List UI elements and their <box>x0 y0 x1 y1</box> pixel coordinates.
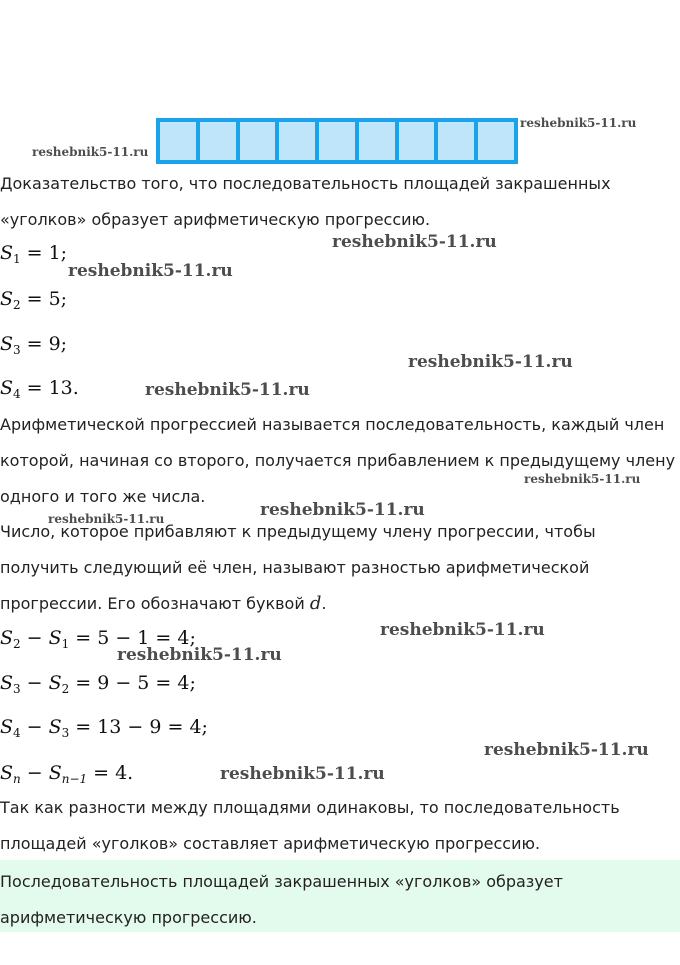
figure-cell <box>399 122 435 160</box>
difference-equation: $S_n - S_{n-1} = 4$. <box>0 762 134 786</box>
area-equation: $S_1 = 1$; <box>0 242 68 266</box>
difference-line: прогрессии. Его обозначают буквой d. <box>0 593 327 614</box>
difference-equation: $S_4 - S_3 = 13 - 9 = 4$; <box>0 716 208 740</box>
watermark: reshebnik5-11.ru <box>484 740 649 760</box>
watermark: reshebnik5-11.ru <box>32 145 149 159</box>
area-equation: $S_2 = 5$; <box>0 288 68 312</box>
watermark: reshebnik5-11.ru <box>332 232 497 252</box>
watermark: reshebnik5-11.ru <box>380 620 545 640</box>
watermark: reshebnik5-11.ru <box>145 380 310 400</box>
figure-cell <box>359 122 395 160</box>
intro-line: «уголков» образует арифметическую прогрессию. <box>0 210 431 229</box>
area-equation: $S_4 = 13$. <box>0 377 79 401</box>
watermark: reshebnik5-11.ru <box>260 500 425 520</box>
watermark: reshebnik5-11.ru <box>117 645 282 665</box>
definition-line: которой, начиная со второго, получается прибавлением к предыдущему члену <box>0 451 676 470</box>
watermark: reshebnik5-11.ru <box>48 512 165 526</box>
watermark: reshebnik5-11.ru <box>408 352 573 372</box>
conclusion-line: Так как разности между площадями одинаковы, то последовательность <box>0 798 620 817</box>
figure-cell <box>279 122 315 160</box>
figure-cell <box>438 122 474 160</box>
difference-line: Число, которое прибавляют к предыдущему члену прогрессии, чтобы <box>0 522 596 541</box>
intro-line: Доказательство того, что последовательность площадей закрашенных <box>0 174 611 193</box>
conclusion-line: площадей «уголков» составляет арифметическую прогрессию. <box>0 834 541 853</box>
definition-line: Арифметической прогрессией называется последовательность, каждый член <box>0 415 665 434</box>
difference-equation: $S_2 - S_1 = 5 - 1 = 4$; <box>0 627 196 651</box>
answer-line: арифметическую прогрессию. <box>0 908 257 927</box>
difference-line: получить следующий её член, называют разностью арифметической <box>0 558 590 577</box>
difference-symbol: d <box>309 593 322 614</box>
figure-cell <box>160 122 196 160</box>
watermark: reshebnik5-11.ru <box>68 261 233 281</box>
figure-cell <box>319 122 355 160</box>
watermark: reshebnik5-11.ru <box>220 764 385 784</box>
figure-cell <box>200 122 236 160</box>
watermark: reshebnik5-11.ru <box>520 116 637 130</box>
answer-line: Последовательность площадей закрашенных «уголков» образует <box>0 872 563 891</box>
figure-cell <box>478 122 514 160</box>
corner-figure <box>156 118 518 164</box>
figure-cell <box>240 122 276 160</box>
definition-line: одного и того же числа. <box>0 487 206 506</box>
watermark: reshebnik5-11.ru <box>524 472 641 486</box>
area-equation: $S_3 = 9$; <box>0 333 68 357</box>
difference-equation: $S_3 - S_2 = 9 - 5 = 4$; <box>0 672 196 696</box>
